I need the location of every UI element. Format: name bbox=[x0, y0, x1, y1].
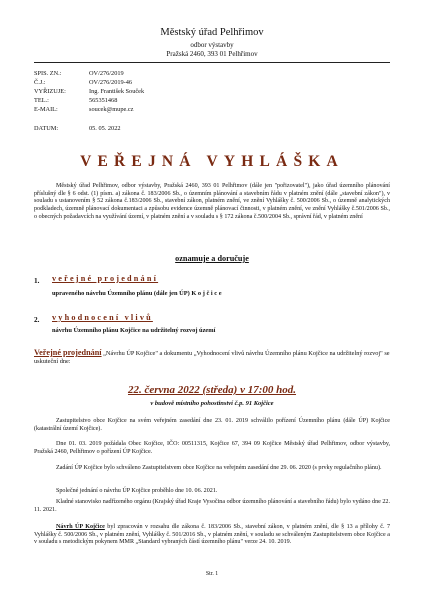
document-title: VEŘEJNÁ VYHLÁŠKA bbox=[80, 153, 344, 170]
meta-key: VYŘIZUJE: bbox=[34, 88, 66, 95]
intro-paragraph: Městský úřad Pelhřimov, odbor výstavby, Pražská 2460, 393 01 Pelhřimov (dále jen "pořizovatel"), jako úřad územního plánování příslušný dle § 6 odst. (1) písm. a) zákona č. 183/2006 Sb., o územním plánování a stavebním řádu v platném znění (dále „stavební zákon"), v souladu s ustanovením § 52 zákona č.183/2006 Sb., stavební zákon, platném znění, ve znění Vyhlášky č. 500/2006 Sb., o územně analytických podkladech, územně plánovací dokumentaci a způsobu evidence územně plánovací činnosti, v platném znění, ve znění Vyhlášky č.501/2006 Sb., o obecných požadavcích na využívání území, v platném znění a v souladu s § 172 zákona č.500/2004 Sb., správní řád, v platném znění bbox=[34, 183, 390, 220]
item-subtitle: návrhu Územního plánu Kojčice na udržitelný rozvoj území bbox=[52, 327, 216, 334]
meta-value: OV/276/2019-46 bbox=[89, 79, 133, 86]
meta-key: Č.J.: bbox=[34, 79, 46, 86]
email-link[interactable]: soucek@mupe.cz bbox=[89, 106, 134, 113]
item-heading: veřejné projednání bbox=[52, 274, 159, 283]
body-paragraph: Společné jednání o návrhu ÚP Kojčice proběhlo dne 10. 06. 2021. bbox=[56, 488, 218, 494]
body-paragraph: Zastupitelstvo obce Kojčice na svém veřejném zasedání dne 23. 01. 2019 schválilo pořízení Územního plánu (dále ÚP) Kojčice (katastrální území Kojčice). bbox=[34, 418, 390, 432]
meta-key: SPIS. ZN.: bbox=[34, 70, 62, 77]
meeting-intro bbox=[34, 349, 390, 365]
meeting-place: v budově místního pohostinství č.p. 91 Kojčice bbox=[150, 400, 274, 407]
page-number: Str. 1 bbox=[205, 571, 219, 577]
address: Pražská 2460, 393 01 Pelhřimov bbox=[166, 50, 258, 58]
body-paragraph: Dne 01. 03. 2019 požádala Obec Kojčice, IČO: 00511315, Kojčice 67, 394 09 Kojčice Městský úřad Pelhřimov, odbor výstavby, Pražská 2460, Pelhřimov o pořízení ÚP Kojčice. bbox=[34, 441, 390, 455]
header-divider bbox=[34, 62, 390, 63]
meta-value: OV/276/2019 bbox=[89, 70, 124, 77]
last-lead: Návrh ÚP Kojčice bbox=[56, 524, 105, 530]
org-name: Městský úřad Pelhřimov bbox=[160, 27, 264, 38]
meta-value: 565351468 bbox=[89, 97, 118, 104]
item-number: 1. bbox=[34, 276, 40, 285]
department: odbor výstavby bbox=[190, 41, 234, 49]
date-key: DATUM: bbox=[34, 125, 59, 132]
meta-value: Ing. František Souček bbox=[89, 88, 145, 95]
last-text: byl zpracován v rozsahu dle zákona č. 183/2006 Sb., stavební zákon, v platném znění, dle § 13 a přílohy č. 7 Vyhlášky č. 500/2006 Sb., v platném znění, Vyhlášky č. 501/2016 Sb., v platném znění, v souladu se schváleným Zastupitelstvem obce Kojčice a v souladu s metodickým pokynem MMR „Standard vybraných částí územního plánu" verze 24. 10. 2019. bbox=[34, 524, 390, 546]
body-paragraph-last bbox=[34, 524, 390, 547]
item-number: 2. bbox=[34, 315, 40, 324]
item-heading: vyhodnocení vlivů bbox=[52, 313, 153, 322]
meeting-text: „Návrhu ÚP Kojčice" a dokumentu „Vyhodnocení vlivů návrhu Územního plánu Kojčice na udržitelný rozvoj" se uskuteční dne: bbox=[34, 350, 390, 365]
meta-key: E-MAIL: bbox=[34, 106, 58, 113]
date-value: 05. 05. 2022 bbox=[89, 125, 121, 132]
body-paragraph: Zadání ÚP Kojčice bylo schváleno Zastupitelstvem obce Kojčice na veřejném zasedání dne 29. 06. 2020 (s prvky regulačního plánu). bbox=[56, 465, 382, 471]
meeting-lead: Veřejné projednání bbox=[34, 348, 102, 357]
item-subtitle: upraveného návrhu Územního plánu (dále jen ÚP) K o j č i c e bbox=[52, 290, 222, 297]
announce-heading: oznamuje a doručuje bbox=[175, 254, 249, 263]
meeting-date: 22. června 2022 (středa) v 17:00 hod. bbox=[127, 384, 297, 396]
body-paragraph: Kladné stanovisko nadřízeného orgánu (Krajský úřad Kraje Vysočina odbor územního plánování a stavebního řádu) bylo vydáno dne 22. 11. 2021. bbox=[34, 499, 390, 513]
meta-key: TEL.: bbox=[34, 97, 49, 104]
